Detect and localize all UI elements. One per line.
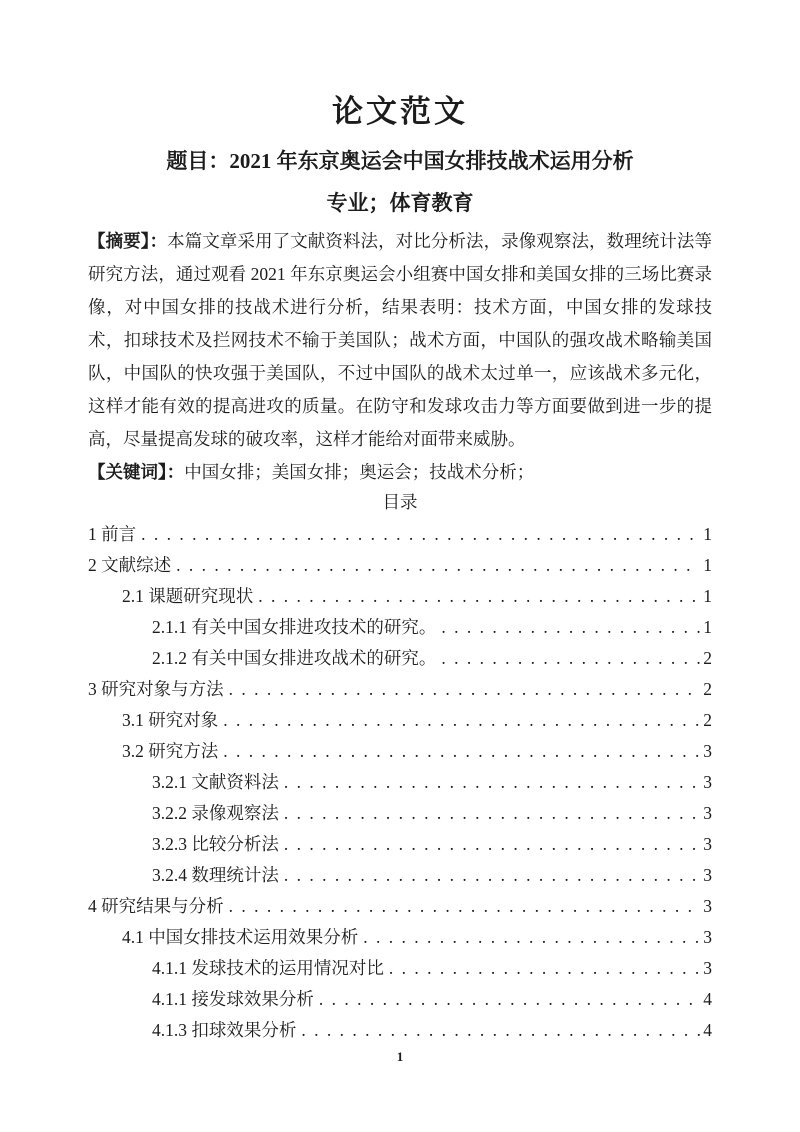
toc-entry-page: 3 — [703, 834, 712, 854]
toc-entry[interactable] — [88, 860, 712, 891]
toc-entry[interactable] — [88, 519, 712, 550]
toc-entry-label: 3.2.2 录像观察法 — [152, 803, 279, 823]
toc-entry[interactable] — [88, 674, 712, 705]
toc-entry[interactable] — [88, 581, 712, 612]
toc-leader-dots — [229, 674, 701, 705]
toc-entry-label: 3.2 研究方法 — [122, 741, 219, 761]
toc-leader-dots — [223, 705, 700, 736]
toc-entry[interactable] — [88, 798, 712, 829]
toc-entry-label: 3.2.3 比较分析法 — [152, 834, 279, 854]
abstract-text: 本篇文章采用了文献资料法，对比分析法，录像观察法，数理统计法等研究方法，通过观看 2021 年东京奥运会小组赛中国女排和美国女排的三场比赛录像，对中国女排的技战术进行分析，结果表明：技术方面，中国女排的发球技术，扣球技术及拦网技术不输于美国队；战术方面，中国队的强攻战术略输美国队，中国队的快攻强于美国队，不过中国队的战术太过单一，应该战术多元化，这样才能有效的提高进攻的质量。在防守和发球攻击力等方面要做到进一步的提高，尽量提高发球的破攻率，这样才能给对面带来威胁。 — [88, 231, 713, 449]
abstract-label: 【摘要】： — [88, 231, 168, 251]
toc-entry[interactable] — [88, 1015, 712, 1046]
toc-entry[interactable] — [88, 829, 712, 860]
toc-leader-dots — [319, 984, 700, 1015]
toc-leader-dots — [141, 519, 700, 550]
toc-leader-dots — [301, 1015, 700, 1046]
toc-leader-dots — [229, 891, 701, 922]
toc-entry-page: 3 — [703, 927, 712, 947]
keywords-text: 中国女排；美国女排；奥运会；技战术分析； — [184, 462, 535, 482]
toc-entry[interactable] — [88, 984, 712, 1015]
toc-entry-page: 3 — [703, 958, 712, 978]
toc-leader-dots — [284, 860, 700, 891]
toc-leader-dots — [176, 550, 700, 581]
toc-entry-label: 3.2.1 文献资料法 — [152, 772, 279, 792]
toc-entry-label: 2.1 课题研究现状 — [122, 586, 254, 606]
toc-entry-label: 4.1.3 扣球效果分析 — [152, 1020, 297, 1040]
toc-entry-page: 1 — [703, 586, 712, 606]
toc-entry-page: 1 — [703, 617, 712, 637]
table-of-contents — [88, 519, 712, 1046]
toc-entry-label: 2 文献综述 — [88, 555, 172, 575]
toc-entry-label: 3 研究对象与方法 — [88, 679, 224, 699]
toc-leader-dots — [223, 736, 700, 767]
toc-entry-page: 3 — [703, 896, 712, 916]
thesis-title: 题目：2021 年东京奥运会中国女排技战术运用分析 — [166, 149, 634, 173]
major-line: 专业；体育教育 — [326, 191, 474, 215]
toc-leader-dots — [363, 922, 700, 953]
toc-entry-page: 3 — [703, 803, 712, 823]
toc-entry-label: 2.1.1 有关中国女排进攻技术的研究。 — [152, 617, 437, 637]
toc-leader-dots — [441, 612, 700, 643]
toc-leader-dots — [284, 798, 700, 829]
toc-leader-dots — [284, 767, 700, 798]
toc-leader-dots — [389, 953, 700, 984]
toc-entry[interactable] — [88, 953, 712, 984]
toc-entry-label: 3.1 研究对象 — [122, 710, 219, 730]
toc-entry-page: 1 — [703, 524, 712, 544]
toc-title: 目录 — [382, 492, 418, 512]
page-number: 1 — [396, 1049, 404, 1064]
toc-entry[interactable] — [88, 767, 712, 798]
toc-entry-page: 3 — [703, 865, 712, 885]
toc-entry[interactable] — [88, 550, 712, 581]
toc-entry[interactable] — [88, 705, 712, 736]
toc-entry-page: 3 — [703, 772, 712, 792]
toc-entry[interactable] — [88, 736, 712, 767]
toc-entry-label: 2.1.2 有关中国女排进攻战术的研究。 — [152, 648, 437, 668]
toc-entry-page: 2 — [703, 648, 712, 668]
toc-leader-dots — [258, 581, 700, 612]
toc-entry-label: 4 研究结果与分析 — [88, 896, 224, 916]
toc-entry-page: 3 — [703, 741, 712, 761]
toc-entry-label: 4.1.1 接发球效果分析 — [152, 989, 314, 1009]
toc-entry[interactable] — [88, 643, 712, 674]
abstract-paragraph — [88, 225, 712, 456]
toc-entry[interactable] — [88, 612, 712, 643]
toc-entry[interactable] — [88, 922, 712, 953]
toc-entry-label: 4.1.1 发球技术的运用情况对比 — [152, 958, 384, 978]
document-title: 论文范文 — [332, 94, 468, 129]
toc-entry-page: 1 — [703, 555, 712, 575]
toc-entry-label: 4.1 中国女排技术运用效果分析 — [122, 927, 359, 947]
toc-leader-dots — [284, 829, 700, 860]
keywords-paragraph — [88, 456, 712, 489]
toc-entry-label: 1 前言 — [88, 524, 137, 544]
toc-entry[interactable] — [88, 891, 712, 922]
toc-leader-dots — [441, 643, 700, 674]
toc-entry-page: 4 — [703, 1020, 712, 1040]
toc-entry-page: 2 — [703, 710, 712, 730]
toc-entry-label: 3.2.4 数理统计法 — [152, 865, 279, 885]
keywords-label: 【关键词】： — [88, 462, 185, 482]
toc-entry-page: 4 — [703, 989, 712, 1009]
toc-entry-page: 2 — [703, 679, 712, 699]
